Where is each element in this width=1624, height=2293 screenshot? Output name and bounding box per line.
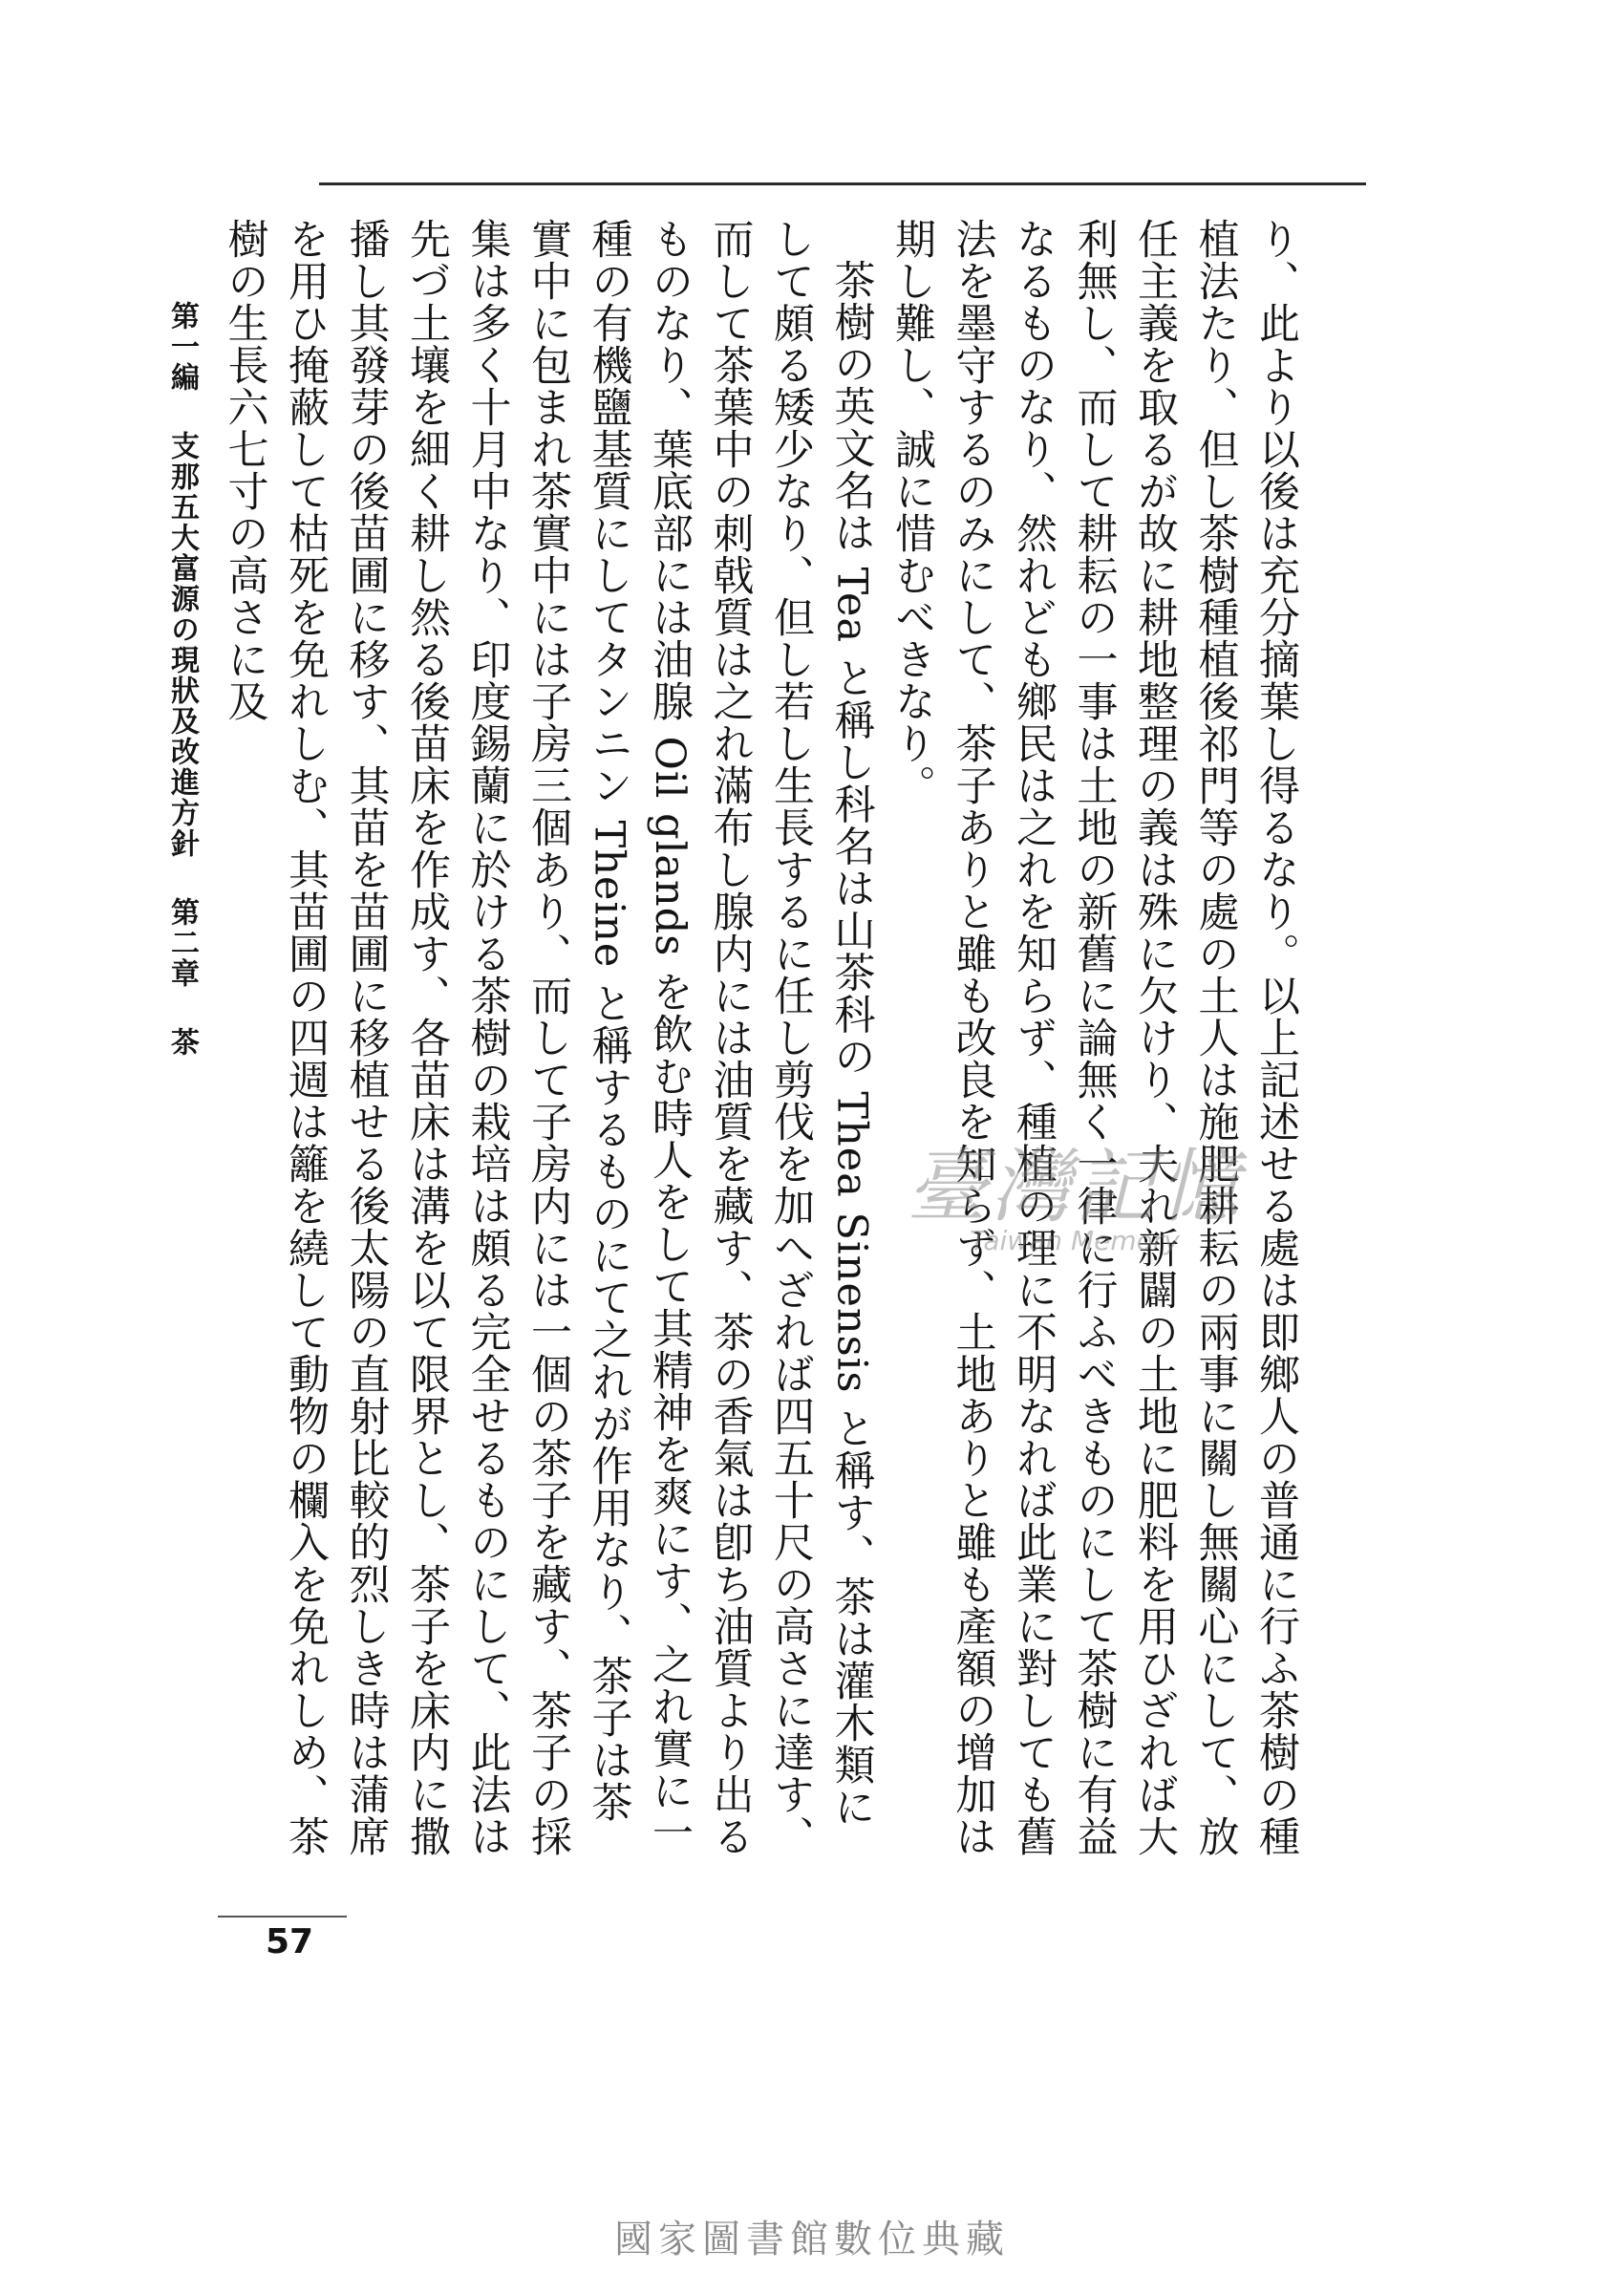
- watermark-subtitle: Taiwan Memory: [970, 1225, 1180, 1256]
- page-number: 57: [266, 1922, 314, 1961]
- paragraph-2: 茶樹の英文名は Tea と稱し科名は山茶科の Thea Sinensis と稱す、茶は灌木類にして頗る矮少なり、但し若し生長するに任し剪伐を加へざれば四五十尺の高さに達す、而して茶葉中の刺戟質は之れ滿布し腺内には油質を藏す、茶の香氣は卽ち油質より出るものなり、葉底部には油腺 Oil glands を飲む時人をして其精神を爽にす、之れ實に一種の有機鹽基質にしてタンニン Theine と稱するものにて之れが作用なり、茶子は茶實中に包まれ茶實中には子房三個あり、而して子房内には一個の茶子を藏す、茶子の採集は多く十月中なり、印度錫蘭に於ける茶樹の栽培は頗る完全せるものにして、此法は先づ土壤を細く耕し然る後苗床を作成す、各苗床は溝を以て限界とし、茶子を床内に撒播し其發芽の後苗圃に移す、其苗を苗圃に移植せる後太陽の直射比較的烈しき時は蒲席を用ひ掩蔽して枯死を免れしむ、其苗圃の四週は籬を繞して動物の欄入を免れしめ、茶樹の生長六七寸の高さに及: [221, 218, 876, 1857]
- paragraph-1: り、此より以後は充分摘葉し得るなり。以上記述せる處は即鄉人の普通に行ふ茶樹の種植法たり、但し茶樹種植後祁門等の處の土人は施肥耕耘の兩事に關し無關心にして、放任主義を取るが故に耕地整理の義は殊に欠けり、夫れ新闢の土地に肥料を用ひざれば大利無し、而して耕耘の一事は土地の新舊に論無く一律に行ふべきものにして茶樹に有益なるものなり、然れども鄉民は之れを知らず、種植の理に不明なれば此業に對しても舊法を墨守するのみにして、茶子ありと雖も改良を知らず、土地ありと雖も產額の增加は期し難し、誠に惜むべきなり。: [888, 218, 1300, 1857]
- running-head-part: 第一編: [165, 301, 199, 393]
- running-head: [153, 301, 210, 1734]
- running-head-title: 支那五大富源の現狀及改進方針: [165, 431, 199, 859]
- watermark-logo: [874, 1123, 1275, 1256]
- top-rule: [319, 182, 1366, 185]
- folio-rule: [218, 1916, 347, 1918]
- running-head-chapter: 第二章: [165, 897, 199, 989]
- running-head-topic: 茶: [165, 1027, 199, 1058]
- footer-credit: 國家圖書館數位典藏: [614, 2218, 1010, 2261]
- body-text: [212, 218, 1306, 1861]
- watermark-title: 臺灣記憶: [906, 1140, 1243, 1233]
